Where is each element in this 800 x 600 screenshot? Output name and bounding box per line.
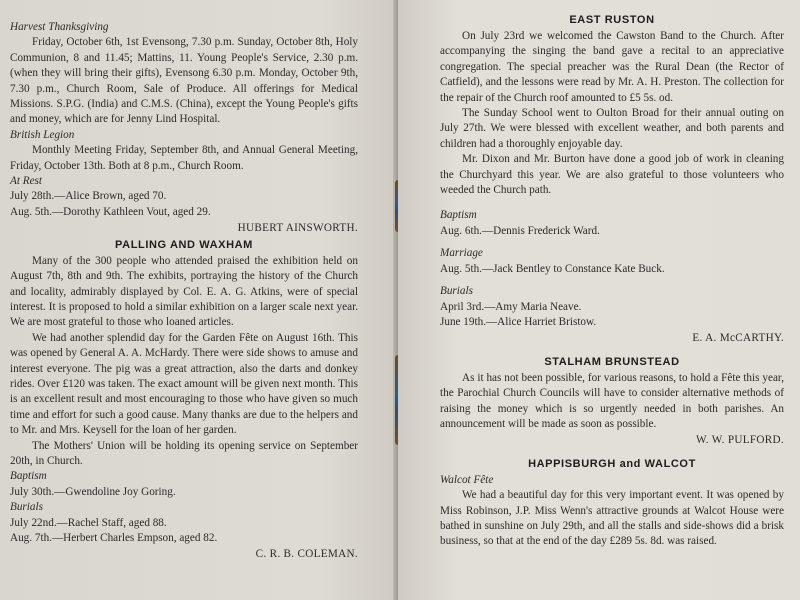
walcot-fete-heading: Walcot Fête [440,473,494,486]
at-rest-heading: At Rest [10,175,43,188]
section-title-happisburgh: HAPPISBURGH and WALCOT [528,457,696,470]
left-page [0,0,398,600]
section-title-east-ruston: EAST RUSTON [569,14,655,26]
burial-entry: Aug. 7th.—Herbert Charles Empson, aged 82. [10,532,218,544]
marriage-entry: Aug. 5th.—Jack Bentley to Constance Kate Buck. [440,262,665,275]
at-rest-entry: Aug. 5th.—Dorothy Kathleen Vout, aged 29. [10,205,211,218]
signature-coleman: C. R. B. COLEMAN. [255,548,358,561]
palling-paragraph-1: Many of the 300 people who attended praised the exhibition held on August 7th, 8th and 9th. The exhibits, portraying the history of the Church and locality, admirably displayed by Col. E. A. G. Atkins, were of special interest. It is proposed to hold a similar exhibition on a larger scale next year. We are most grateful to those who loaned articles. [10,254,358,329]
at-rest-entry: July 28th.—Alice Brown, aged 70. [10,190,167,203]
palling-paragraph-3: The Mothers' Union will be holding its opening service on September 20th, in Church. [10,439,358,467]
legion-text: Monthly Meeting Friday, September 8th, and Annual General Meeting, Friday, October 13th. Both at 8 p.m., Church Room. [10,144,358,172]
east-ruston-marriage-heading: Marriage [440,247,483,260]
stalham-paragraph: As it has not been possible, for various reasons, to hold a Fête this year, the Parochial Church Councils will have to consider alternative methods of raising the money which is so urgently needed in both parishes. An announcement will be made as soon as possible. [440,371,784,430]
palling-baptism-heading: Baptism [10,470,47,483]
harvest-text: Friday, October 6th, 1st Evensong, 7.30 p.m. Sunday, October 8th, Holy Communion, 8 and 11.45; Mattins, 11. Young People's Service, 2.30 p.m. (when they will bring their gifts), Evensong 6.30 p.m. Monday, October 9th, 7.30 p.m., Church Room, Sale of Produce. All offerings for Medical Missions. S.P.G. (India) and C.M.S. (China), except the Young People's gifts and money, which are for Jenny Lind Hospital. [10,36,358,126]
right-page [398,0,800,600]
east-ruston-paragraph-1: On July 23rd we welcomed the Cawston Band to the Church. After accompanying the singing the band gave a recital to an appreciative congregation. The special preacher was the Rural Dean (the Rector of Catfield), and the lessons were read by Mr. A. H. Preston. The collection for the repair of the Church roof amounted to £5 5s. od. [440,30,784,104]
legion-heading: British Legion [10,128,75,141]
baptism-entry: July 30th.—Gwendoline Joy Goring. [10,485,176,498]
palling-burials-heading: Burials [10,501,43,514]
section-title-stalham: STALHAM BRUNSTEAD [544,355,680,368]
east-ruston-paragraph-3: Mr. Dixon and Mr. Burton have done a good job of work in cleaning the Churchyard this year. We are also grateful to those volunteers who weeded the Church path. [440,153,784,197]
palling-paragraph-2: We had another splendid day for the Garden Fête on August 16th. This was opened by General A. A. McHardy. There were side shows to amuse and interest everyone. The pig was a great attraction, also the darts and donkey rides. Over £120 was taken. The exact amount will be given next month. This is an excellent result and most encouraging to those who have given so much time and effort for such a good cause. Many thanks are due to the helpers and to Mr. and Mrs. Keysell for the loan of her garden. [10,331,358,437]
signature-mccarthy: E. A. McCARTHY. [692,332,784,345]
east-ruston-baptism-heading: Baptism [440,209,477,222]
baptism-entry: Aug. 6th.—Dennis Frederick Ward. [440,224,600,237]
harvest-heading: Harvest Thanksgiving [10,21,109,33]
burial-entry: July 22nd.—Rachel Staff, aged 88. [10,516,167,529]
section-title-palling: PALLING AND WAXHAM [115,238,253,251]
burial-entry: June 19th.—Alice Harriet Bristow. [440,315,597,328]
happisburgh-paragraph: We had a beautiful day for this very important event. It was opened by Miss Robinson, J.P. Miss Wenn's attractive grounds at Walcot House were bathed in sunshine on July 29th, and all the stalls and side-shows did a brisk business, so that at the end of the day £289 5s. 8d. was raised. [440,489,784,548]
east-ruston-paragraph-2: The Sunday School went to Oulton Broad for their annual outing on July 27th. We were blessed with excellent weather, and both parents and children had a thoroughly enjoyable day. [440,107,784,150]
signature-ainsworth: HUBERT AINSWORTH. [237,222,358,235]
east-ruston-burials-heading: Burials [440,285,473,298]
signature-pulford: W. W. PULFORD. [695,434,784,447]
burial-entry: April 3rd.—Amy Maria Neave. [440,300,582,313]
